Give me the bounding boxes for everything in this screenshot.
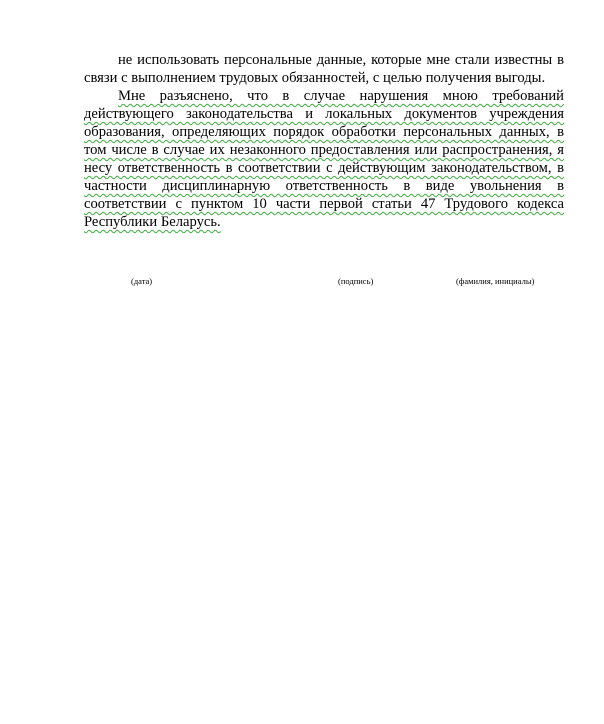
full-name-label: (фамилия, инициалы): [456, 276, 535, 286]
paragraph-responsibility: Мне разъяснено, что в случае нарушения мною требований действующего законодательства и локальных документов учреждения образования, определяющих порядок обработки персональных данных, в том числе в случае их незаконного предоставления или распространения, я несу ответственность в соответствии с действующим законодательством, в частности дисциплинарную ответственность в виде увольнения в соответствии с пунктом 10 части первой статьи 47 Трудового кодекса Республики Беларусь.: [84, 88, 564, 230]
signature-label: (подпись): [338, 276, 374, 286]
date-label: (дата): [131, 276, 153, 286]
paragraph-obligation-end: не использовать персональные данные, которые мне стали известны в связи с выполнением трудовых обязанностей, с целью получения выгоды.: [84, 52, 564, 86]
signature-row: [0, 276, 604, 290]
document-body: [84, 51, 564, 231]
